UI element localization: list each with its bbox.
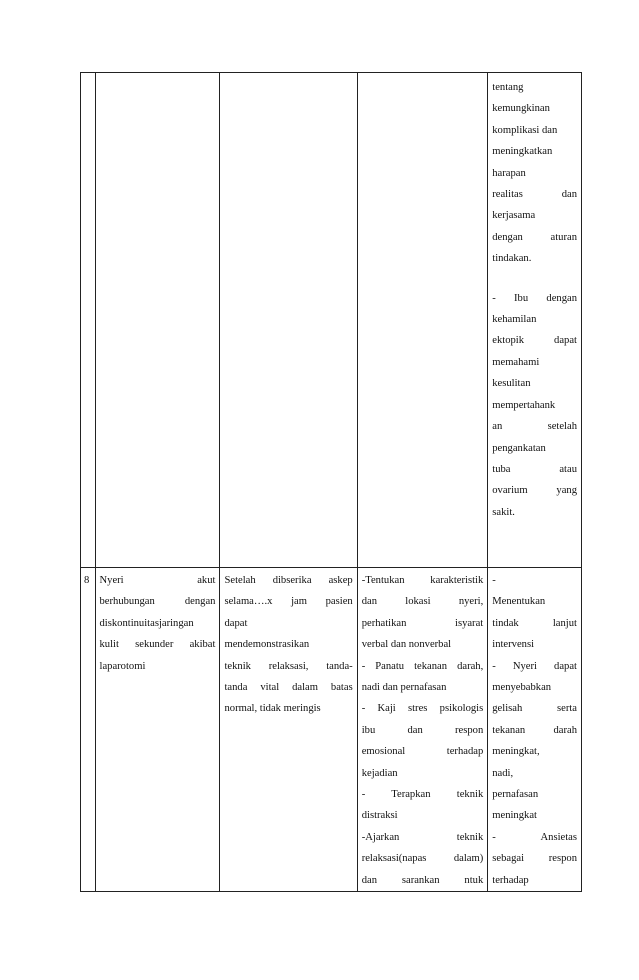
text-line: - Terapkan teknik xyxy=(361,789,484,801)
text-line: mendemonstrasikan xyxy=(224,639,310,651)
text-line: gelisah serta xyxy=(492,703,577,715)
goal-cell xyxy=(220,73,357,568)
text-line: kesulitan xyxy=(492,378,531,390)
text-line: tekanan darah xyxy=(492,724,577,736)
text-line: kejadian xyxy=(361,767,398,779)
text-line: Menentukan xyxy=(492,596,546,608)
text-line: harapan xyxy=(492,167,526,179)
table-row xyxy=(81,73,582,568)
text-line: emosional terhadap xyxy=(361,746,484,758)
diagnosis-cell xyxy=(95,73,220,568)
intervention-cell xyxy=(357,73,488,568)
rationale-cell xyxy=(488,568,582,892)
text-line: Setelah dibserika askep xyxy=(224,575,353,586)
text-line: intervensi xyxy=(492,639,535,651)
number-cell xyxy=(81,73,96,568)
text-line: sebagai respon xyxy=(492,853,577,865)
text-line: nadi, xyxy=(492,767,514,779)
text-line: komplikasi dan xyxy=(492,124,558,136)
text-line: meningkat xyxy=(492,810,537,822)
text-line: terhadap xyxy=(492,874,529,886)
rationale-paragraph xyxy=(492,77,577,270)
rationale-cell xyxy=(488,73,582,568)
text-line: relaksasi(napas dalam) xyxy=(361,853,484,865)
text-line: mempertahank xyxy=(492,399,556,411)
text-line: meningkat, xyxy=(492,746,540,758)
text-line: distraksi xyxy=(361,810,398,822)
care-plan-table xyxy=(80,72,582,892)
text-line: -Tentukan karakteristik xyxy=(361,575,484,586)
text-line: perhatikan isyarat xyxy=(361,617,484,629)
text-line: selama….x jam pasien xyxy=(224,596,353,608)
text-line: - Ansietas xyxy=(492,831,577,843)
text-line: kehamilan xyxy=(492,314,537,326)
text-line: -Ajarkan teknik xyxy=(361,831,484,843)
text-line: teknik relaksasi, tanda- xyxy=(224,660,353,672)
text-line: - Nyeri dapat xyxy=(492,660,577,672)
text-line: meningkatkan xyxy=(492,146,553,158)
text-line: memahami xyxy=(492,356,540,368)
text-line: normal, tidak meringis xyxy=(224,703,321,715)
text-line: - xyxy=(492,575,496,586)
text-line: dengan aturan xyxy=(492,231,577,243)
text-line: an setelah xyxy=(492,421,577,433)
text-line: menyebabkan xyxy=(492,682,552,694)
text-line: laparotomi xyxy=(99,660,146,672)
text-line: - Kaji stres psikologis xyxy=(361,703,484,715)
text-line: ovarium yang xyxy=(492,485,577,497)
goal-cell xyxy=(220,568,357,892)
text-line: dapat xyxy=(224,617,248,629)
intervention-cell xyxy=(357,568,488,892)
text-line: - Panatu tekanan darah, xyxy=(361,660,484,672)
text-line: Nyeri akut xyxy=(99,575,216,586)
text-line: kemungkinan xyxy=(492,103,550,115)
text-line: sakit. xyxy=(492,506,515,518)
text-line: kerjasama xyxy=(492,210,536,222)
text-line: dan sarankan ntuk xyxy=(361,874,484,886)
table-row xyxy=(81,568,582,892)
text-line: tindakan. xyxy=(492,253,532,265)
text-line: - Ibu dengan xyxy=(492,292,577,304)
text-line: kulit sekunder akibat xyxy=(99,639,216,651)
text-line: tuba atau xyxy=(492,463,577,475)
text-line: realitas dan xyxy=(492,189,577,201)
text-line: tanda vital dalam batas xyxy=(224,682,353,694)
text-line: diskontinuitasjaringan xyxy=(99,617,194,629)
text-line: ektopik dapat xyxy=(492,335,577,347)
diagnosis-cell xyxy=(95,568,220,892)
text-line: dan lokasi nyeri, xyxy=(361,596,484,608)
text-line: tentang xyxy=(492,82,524,93)
number-cell: 8 xyxy=(81,568,96,892)
text-line: pernafasan xyxy=(492,789,539,801)
text-line: nadi dan pernafasan xyxy=(361,682,447,694)
text-line: ibu dan respon xyxy=(361,724,484,736)
text-line: berhubungan dengan xyxy=(99,596,216,608)
rationale-paragraph xyxy=(492,288,577,523)
text-line: tindak lanjut xyxy=(492,617,577,629)
text-line: pengankatan xyxy=(492,442,546,454)
text-line: verbal dan nonverbal xyxy=(361,639,452,651)
